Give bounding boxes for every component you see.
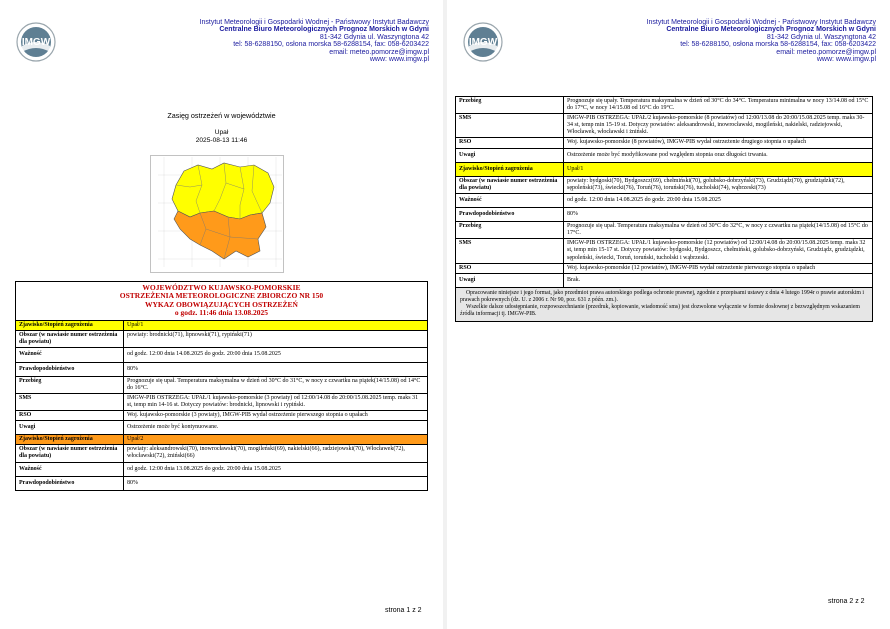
website: www: www.imgw.pl bbox=[369, 56, 429, 64]
table-row bbox=[16, 376, 428, 393]
rso-value: Woj. kujawsko-pomorskie (8 powiatów), IMGW-PIB wydał ostrzeżenie drugiego stopnia o upałach bbox=[564, 138, 873, 148]
title-time: o godz. 11:46 dnia 13.08.2025 bbox=[174, 307, 269, 317]
page-number: strona 2 z 2 bbox=[828, 598, 865, 605]
office-name: Centralne Biuro Meteorologicznych Prognoz Morskich w Gdyni bbox=[666, 26, 876, 34]
table-row bbox=[456, 97, 873, 114]
page-1 bbox=[0, 0, 443, 629]
row-label: Prawdopodobieństwo bbox=[16, 476, 124, 490]
title-list: WYKAZ OBOWIĄZUJĄCYCH OSTRZEŻEŃ bbox=[145, 299, 298, 309]
institute-name: Instytut Meteorologii i Gospodarki Wodnej - Państwowy Instytut Badawczy bbox=[646, 19, 876, 26]
row-label: Uwagi bbox=[456, 148, 564, 162]
phones: tel: 58-6288150, osłona morska 58-6288154, fax: 058-6203422 bbox=[680, 41, 876, 49]
probability-value: 80% bbox=[564, 208, 873, 222]
email: email: meteo.pomorze@imgw.pl bbox=[776, 48, 876, 56]
warning-table-1 bbox=[15, 320, 428, 491]
institute-name: Instytut Meteorologii i Gospodarki Wodnej - Państwowy Instytut Badawczy bbox=[199, 19, 429, 26]
course-value: Prognozuje się upał. Temperatura maksymalna w dzień od 30°C do 32°C, w nocy z czwartku na piątek(14/15.08) od 15°C do 17°C. bbox=[564, 222, 873, 239]
table-row bbox=[16, 348, 428, 362]
page-number: strona 1 z 2 bbox=[385, 607, 422, 614]
warning-map bbox=[150, 155, 284, 273]
copyright-paragraph: Opracowanie niniejsze i jego format, jako przedmiot prawa autorskiego podlega ochronie prawnej, zgodnie z przepisami ustawy z dnia 4 lutego 1994r o prawie autorskim i prawach pokrewnych (dz. U. z 2006 r. Nr 90, poz. 631 z późn. zm.). bbox=[460, 289, 864, 303]
remarks-value: Ostrzeżenie może być modyfikowane pod względem stopnia oraz długości trwania. bbox=[564, 148, 873, 162]
table-row bbox=[16, 421, 428, 435]
row-label: Obszar (w nawiasie numer ostrzeżenia dla powiatu) bbox=[16, 331, 124, 348]
table-row bbox=[16, 331, 428, 348]
row-label: Zjawisko/Stopień zagrożenia bbox=[16, 435, 124, 445]
row-label: Uwagi bbox=[16, 421, 124, 435]
title-box bbox=[15, 281, 428, 320]
area-value: powiaty: brodnicki(71), lipnowski(71), rypiński(71) bbox=[124, 331, 428, 348]
table-row bbox=[16, 435, 428, 445]
institute-header bbox=[576, 19, 876, 63]
row-label: Przebieg bbox=[456, 97, 564, 114]
remarks-value: Ostrzeżenie może być kontynuowane. bbox=[124, 421, 428, 435]
phones: tel: 58-6288150, osłona morska 58-6288154, fax: 058-6203422 bbox=[233, 41, 429, 49]
title-voivodeship: WOJEWÓDZTWO KUJAWSKO-POMORSKIE bbox=[142, 283, 301, 292]
row-label: Przebieg bbox=[456, 222, 564, 239]
area-value: powiaty: bydgoski(70), Bydgoszcz(69), chełmiński(70), golubsko-dobrzyński(73), Grudziądz(70), grudziądzki(72), sępoleński(73), świecki(76), Toruń(76), toruński(76), tucholski(74), wąbrzeski(73) bbox=[564, 176, 873, 193]
warning-table-2 bbox=[455, 96, 873, 288]
table-row bbox=[16, 321, 428, 331]
table-row bbox=[456, 263, 873, 273]
table-row bbox=[16, 476, 428, 490]
page-2 bbox=[447, 0, 890, 629]
row-label: Obszar (w nawiasie numer ostrzeżenia dla powiatu) bbox=[16, 445, 124, 462]
course-value: Prognozuje się upały. Temperatura maksymalna w dzień od 30°C do 34°C. Temperatura minimalna w nocy 13/14.08 od 15°C do 17°C, w nocy 14/15.08 od 16°C do 19°C. bbox=[564, 97, 873, 114]
row-label: Przebieg bbox=[16, 376, 124, 393]
row-label: SMS bbox=[16, 393, 124, 410]
table-row bbox=[456, 208, 873, 222]
warnings-block bbox=[15, 281, 428, 491]
row-label: Ważność bbox=[16, 462, 124, 476]
row-label: SMS bbox=[456, 239, 564, 263]
remarks-value: Brak. bbox=[564, 273, 873, 287]
warnings-block-continued bbox=[455, 96, 873, 322]
row-label: RSO bbox=[456, 138, 564, 148]
map-timestamp: 2025-08-13 11:46 bbox=[195, 137, 248, 144]
logo-text: IMGW bbox=[468, 37, 498, 48]
validity-value: od godz. 12:00 dnia 13.08.2025 do godz. 20:00 dnia 15.08.2025 bbox=[124, 462, 428, 476]
phenomenon-value: Upał/1 bbox=[564, 162, 873, 176]
phenomenon-value: Upał/1 bbox=[124, 321, 428, 331]
table-row bbox=[16, 462, 428, 476]
area-value: powiaty: aleksandrowski(70), inowrocławski(70), mogileński(69), nakielski(66), radziejowski(70), Włocławek(72), włocławski(72), żniński(66) bbox=[124, 445, 428, 462]
sms-value: IMGW-PIB OSTRZEGA: UPAŁ/1 kujawsko-pomorskie (12 powiatów) od 12:00/14.08 do 20:00/15.08.2025 temp. maks 32 st, temp min 15-17 st. Dotyczy powiatów: bydgoski, Bydgoszcz, chełmiński, golubsko-dobrzyński, Grudziądz, grudziądzki, sępoleński, świecki, Toruń, toruński, tucholski i wąbrzeski. bbox=[564, 239, 873, 263]
phenomenon-value: Upał/2 bbox=[124, 435, 428, 445]
sms-value: IMGW-PIB OSTRZEGA: UPAŁ/1 kujawsko-pomorskie (3 powiaty) od 12:00/14.08 do 20:00/15.08.2025 temp. maks 31 st, temp min 14-16 st. Dotyczy powiatów: brodnicki, lipnowski i rypiński. bbox=[124, 393, 428, 410]
website: www: www.imgw.pl bbox=[816, 56, 876, 64]
probability-value: 80% bbox=[124, 362, 428, 376]
row-label: Obszar (w nawiasie numer ostrzeżenia dla powiatu) bbox=[456, 176, 564, 193]
table-row bbox=[456, 273, 873, 287]
table-row bbox=[456, 114, 873, 138]
table-row bbox=[456, 138, 873, 148]
address: 81-342 Gdynia ul. Waszyngtona 42 bbox=[319, 33, 429, 41]
table-row bbox=[16, 445, 428, 462]
rso-value: Woj. kujawsko-pomorskie (3 powiaty), IMGW-PIB wydał ostrzeżenie pierwszego stopnia o upałach bbox=[124, 411, 428, 421]
validity-value: od godz. 12:00 dnia 14.08.2025 do godz. 20:00 dnia 15.08.2025 bbox=[564, 193, 873, 207]
copyright-paragraph: Wszelkie dalsze udostępnianie, rozpowszechnianie (przedruk, kopiowanie, wiadomość sms) jest dozwolone wyłącznie w formie dosłownej z bezwzględnym wskazaniem źródła informacji tj. IMGW-PIB. bbox=[460, 303, 860, 317]
table-row bbox=[456, 193, 873, 207]
row-label: Prawdopodobieństwo bbox=[16, 362, 124, 376]
office-name: Centralne Biuro Meteorologicznych Prognoz Morskich w Gdyni bbox=[219, 26, 429, 34]
institute-header bbox=[129, 19, 429, 63]
row-label: RSO bbox=[16, 411, 124, 421]
row-label: Prawdopodobieństwo bbox=[456, 208, 564, 222]
table-row bbox=[16, 362, 428, 376]
rso-value: Woj. kujawsko-pomorskie (12 powiatów), IMGW-PIB wydał ostrzeżenie pierwszego stopnia o upałach bbox=[564, 263, 873, 273]
title-bulletin: OSTRZEŻENIA METEOROLOGICZNE ZBIORCZO NR 150 bbox=[119, 291, 324, 301]
sms-value: IMGW-PIB OSTRZEGA: UPAŁ/2 kujawsko-pomorskie (8 powiatów) od 12:00/13.08 do 20:00/15.08.2025 temp. maks 30-34 st, temp min 15-19 st. Dotyczy powiatów: aleksandrowski, inowrocławski, mogileński, nakielski, radziejowski, Włocławek, włocławski i żniński. bbox=[564, 114, 873, 138]
table-row bbox=[456, 222, 873, 239]
validity-value: od godz. 12:00 dnia 14.08.2025 do godz. 20:00 dnia 15.08.2025 bbox=[124, 348, 428, 362]
row-label: Ważność bbox=[456, 193, 564, 207]
table-row bbox=[456, 176, 873, 193]
map-label: Upał bbox=[214, 129, 229, 136]
map-heading: Zasięg ostrzeżeń w województwie bbox=[167, 111, 276, 120]
row-label: Zjawisko/Stopień zagrożenia bbox=[456, 162, 564, 176]
table-row bbox=[16, 411, 428, 421]
table-row bbox=[456, 162, 873, 176]
imgw-logo bbox=[463, 22, 503, 62]
row-label: RSO bbox=[456, 263, 564, 273]
table-row bbox=[16, 393, 428, 410]
copyright-notice bbox=[455, 288, 873, 322]
row-label: Ważność bbox=[16, 348, 124, 362]
address: 81-342 Gdynia ul. Waszyngtona 42 bbox=[766, 33, 876, 41]
imgw-logo bbox=[16, 22, 56, 62]
logo-text: IMGW bbox=[21, 37, 51, 48]
probability-value: 80% bbox=[124, 476, 428, 490]
row-label: SMS bbox=[456, 114, 564, 138]
row-label: Uwagi bbox=[456, 273, 564, 287]
course-value: Prognozuje się upał. Temperatura maksymalna w dzień od 30°C do 31°C, w nocy z czwartku na piątek(14/15.08) od 14°C do 16°C. bbox=[124, 376, 428, 393]
table-row bbox=[456, 239, 873, 263]
email: email: meteo.pomorze@imgw.pl bbox=[329, 48, 429, 56]
table-row bbox=[456, 148, 873, 162]
row-label: Zjawisko/Stopień zagrożenia bbox=[16, 321, 124, 331]
